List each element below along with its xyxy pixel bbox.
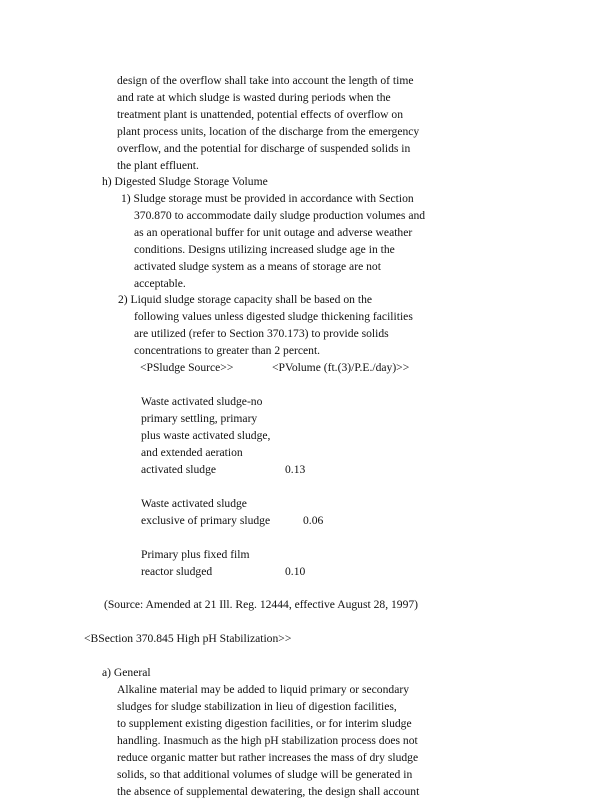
item1-line: conditions. Designs utilizing increased sludge age in the — [134, 243, 395, 256]
table-row-source-line: plus waste activated sludge, — [141, 429, 271, 442]
subsection-a-heading: a) General — [102, 666, 151, 679]
section-heading: <BSection 370.845 High pH Stabilization>> — [84, 632, 292, 645]
subsection-a-line: handling. Inasmuch as the high pH stabilization process does not — [117, 734, 418, 747]
intro-line: overflow, and the potential for discharge of suspended solids in — [117, 142, 411, 155]
table-row-source-line: primary settling, primary — [141, 412, 258, 425]
subsection-a-line: to supplement existing digestion facilities, or for interim sludge — [117, 717, 412, 730]
subsection-a-line: Alkaline material may be added to liquid primary or secondary — [117, 683, 410, 696]
table-row-source-line: Waste activated sludge-no — [141, 395, 263, 408]
table-row-volume: 0.13 — [285, 463, 306, 476]
subsection-a-line: reduce organic matter but rather increases the mass of dry sludge — [117, 751, 419, 764]
table-row-source-line: Waste activated sludge — [141, 497, 247, 510]
item1-line: acceptable. — [134, 277, 186, 290]
item1-line: 370.870 to accommodate daily sludge production volumes and — [134, 209, 426, 222]
item2-line: following values unless digested sludge thickening facilities — [134, 310, 413, 323]
subsection-a-line: sludges for sludge stabilization in lieu of digestion facilities, — [117, 700, 397, 713]
subsection-a-line: the absence of supplemental dewatering, the design shall account — [117, 785, 420, 798]
table-row-source-line: and extended aeration — [141, 446, 243, 459]
section-h-heading: h) Digested Sludge Storage Volume — [102, 175, 268, 188]
source-note: (Source: Amended at 21 Ill. Reg. 12444, effective August 28, 1997) — [104, 598, 419, 611]
table-header-source: <PSludge Source>> — [140, 361, 234, 374]
item2-line: 2) Liquid sludge storage capacity shall be based on the — [118, 293, 373, 306]
table-row-source-line: Primary plus fixed film — [141, 548, 250, 561]
intro-line: treatment plant is unattended, potential effects of overflow on — [117, 108, 403, 121]
table-row-source-line: activated sludge — [141, 463, 217, 476]
item2-line: are utilized (refer to Section 370.173) to provide solids — [134, 327, 389, 340]
item1-line: activated sludge system as a means of storage are not — [134, 260, 381, 273]
intro-line: and rate at which sludge is wasted during periods when the — [117, 91, 391, 104]
table-row-volume: 0.06 — [303, 514, 324, 527]
item1-line: as an operational buffer for unit outage and adverse weather — [134, 226, 413, 239]
item2-line: concentrations to greater than 2 percent. — [134, 344, 321, 357]
item1-line: 1) Sludge storage must be provided in accordance with Section — [121, 192, 414, 205]
table-row-volume: 0.10 — [285, 565, 306, 578]
subsection-a-line: solids, so that additional volumes of sludge will be generated in — [117, 768, 413, 781]
table-header-volume: <PVolume (ft.(3)/P.E./day)>> — [272, 361, 410, 374]
intro-line: design of the overflow shall take into account the length of time — [117, 74, 414, 87]
intro-line: the plant effluent. — [117, 159, 199, 172]
table-row-source-line: exclusive of primary sludge — [141, 514, 271, 527]
table-row-source-line: reactor sludged — [141, 565, 213, 578]
intro-line: plant process units, location of the discharge from the emergency — [117, 125, 420, 138]
